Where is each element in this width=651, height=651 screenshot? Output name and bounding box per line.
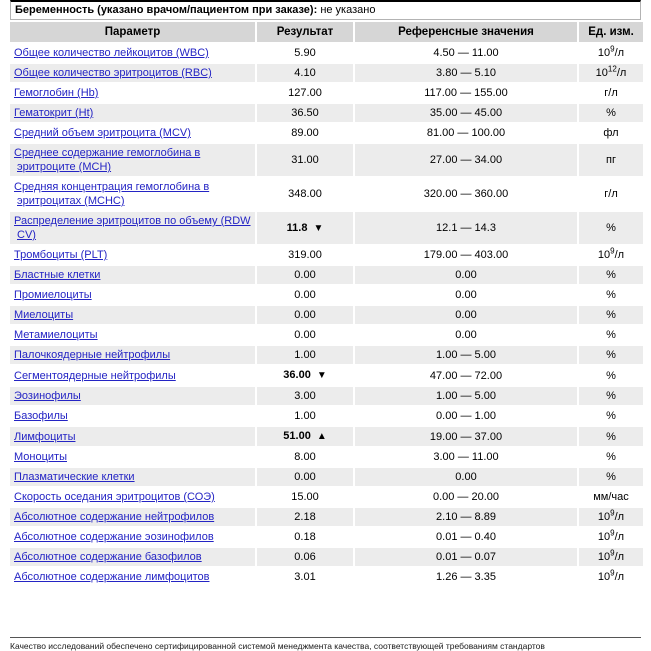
parameter-link[interactable]: Бластные клетки [14,269,101,281]
parameter-link[interactable]: Метамиелоциты [14,329,98,341]
table-row [10,326,643,344]
unit-cell: $10^9/л$ [579,508,643,526]
reference-range: 1.00 — 5.00 [355,346,577,364]
result-value: 11.8 [286,221,308,234]
result-cell [257,548,353,566]
below-range-icon: ▼ [316,370,327,381]
results-table-body [10,44,643,586]
unit-exponent: 9 [610,528,615,538]
result-cell [257,346,353,364]
unit-exponent: 9 [610,508,615,518]
parameter-cell [10,366,255,385]
unit-exponent: 9 [610,246,615,256]
result-cell [257,508,353,526]
result-value: 0.06 [294,551,316,563]
table-row [10,306,643,324]
result-value: 36.50 [291,107,319,119]
reference-range: 0.00 [355,326,577,344]
reference-range: 4.50 — 11.00 [355,44,577,62]
parameter-link[interactable]: Промиелоциты [14,289,92,301]
unit-cell: % [579,366,643,385]
col-header-units: Ед. изм. [579,22,643,42]
parameter-cell [10,448,255,466]
above-range-icon: ▲ [316,431,327,442]
result-value: 0.00 [294,471,316,483]
parameter-cell [10,528,255,546]
result-cell [257,124,353,142]
table-row [10,246,643,264]
result-value: 0.00 [294,329,316,341]
result-cell [257,528,353,546]
table-row [10,124,643,142]
parameter-link[interactable]: Общее количество эритроцитов (RBC) [14,67,212,79]
reference-range: 3.80 — 5.10 [355,64,577,82]
result-cell [257,366,353,385]
unit-exponent: 9 [610,548,615,558]
unit-exponent: 9 [610,44,615,54]
parameter-cell [10,306,255,324]
table-row [10,468,643,486]
reference-range: 81.00 — 100.00 [355,124,577,142]
result-cell [257,427,353,446]
result-cell [257,468,353,486]
unit-cell: $10^9/л$ [579,568,643,586]
result-cell [257,104,353,122]
table-row [10,346,643,364]
pregnancy-info [10,0,641,20]
parameter-cell [10,488,255,506]
parameter-link[interactable]: Распределение эритроцитов по объему (RDW CV) [14,215,251,241]
parameter-link[interactable]: Плазматические клетки [14,471,135,483]
parameter-cell [10,427,255,446]
result-value: 3.01 [294,571,316,583]
parameter-link[interactable]: Тромбоциты (PLT) [14,249,108,261]
table-row [10,448,643,466]
table-row [10,144,643,176]
parameter-link[interactable]: Общее количество лейкоцитов (WBC) [14,47,209,59]
pregnancy-label: Беременность (указано врачом/пациентом при заказе): [15,4,318,16]
result-value: 3.00 [294,390,316,402]
unit-cell: % [579,104,643,122]
result-cell [257,212,353,244]
result-value: 348.00 [288,188,322,200]
parameter-link[interactable]: Палочкоядерные нейтрофилы [14,349,171,361]
table-row [10,212,643,244]
parameter-cell [10,468,255,486]
unit-exponent: 12 [607,64,617,74]
parameter-cell [10,326,255,344]
parameter-cell [10,178,255,210]
table-row [10,387,643,405]
result-cell [257,246,353,264]
parameter-cell [10,508,255,526]
result-cell [257,64,353,82]
parameter-link[interactable]: Среднее содержание гемоглобина в эритроците (MCH) [14,147,201,173]
unit-cell: г/л [579,84,643,102]
table-row [10,178,643,210]
reference-range: 27.00 — 34.00 [355,144,577,176]
parameter-cell [10,212,255,244]
reference-range: 35.00 — 45.00 [355,104,577,122]
parameter-cell [10,124,255,142]
table-row [10,568,643,586]
result-value: 4.10 [294,67,316,79]
result-value: 15.00 [291,491,319,503]
parameter-link[interactable]: Базофилы [14,410,68,422]
unit-cell: $10^9/л$ [579,246,643,264]
parameter-link[interactable]: Гемоглобин (Hb) [14,87,99,99]
unit-cell: фл [579,124,643,142]
table-row [10,286,643,304]
parameter-link[interactable]: Миелоциты [14,309,74,321]
result-cell [257,568,353,586]
parameter-link[interactable]: Скорость оседания эритроцитов (СОЭ) [14,491,215,503]
unit-cell: % [579,212,643,244]
result-value: 5.90 [294,47,316,59]
reference-range: 3.00 — 11.00 [355,448,577,466]
parameter-link[interactable]: Абсолютное содержание базофилов [14,551,202,563]
result-value: 31.00 [291,154,319,166]
unit-cell: пг [579,144,643,176]
table-row [10,84,643,102]
parameter-link[interactable]: Сегментоядерные нейтрофилы [14,369,176,382]
reference-range: 0.01 — 0.40 [355,528,577,546]
unit-exponent: 9 [610,568,615,578]
col-header-result: Результат [257,22,353,42]
unit-cell: г/л [579,178,643,210]
result-cell [257,448,353,466]
parameter-link[interactable]: Абсолютное содержание лимфоцитов [14,571,210,583]
reference-range: 179.00 — 403.00 [355,246,577,264]
table-header-row [10,22,643,42]
unit-cell: % [579,407,643,425]
parameter-cell [10,286,255,304]
parameter-cell [10,407,255,425]
parameter-cell [10,104,255,122]
result-cell [257,44,353,62]
result-cell [257,266,353,284]
table-row [10,427,643,446]
reference-range: 320.00 — 360.00 [355,178,577,210]
parameter-cell [10,64,255,82]
result-cell [257,144,353,176]
unit-cell: % [579,306,643,324]
below-range-icon: ▼ [313,222,324,234]
reference-range: 2.10 — 8.89 [355,508,577,526]
reference-range: 0.00 — 20.00 [355,488,577,506]
unit-cell: $10^9/л$ [579,548,643,566]
parameter-cell [10,548,255,566]
unit-cell: $10^9/л$ [579,44,643,62]
result-cell [257,286,353,304]
table-row [10,407,643,425]
parameter-cell [10,387,255,405]
parameter-cell [10,266,255,284]
results-table [8,20,645,588]
unit-cell: % [579,387,643,405]
result-value: 51.00 [283,430,311,442]
parameter-link[interactable]: Лимфоциты [14,430,76,443]
reference-range: 0.00 [355,266,577,284]
table-row [10,488,643,506]
table-row [10,44,643,62]
parameter-link[interactable]: Моноциты [14,451,67,463]
unit-cell: $10^9/л$ [579,528,643,546]
reference-range: 1.26 — 3.35 [355,568,577,586]
result-value: 0.00 [294,309,316,321]
unit-cell: % [579,326,643,344]
result-cell [257,306,353,324]
table-row [10,64,643,82]
result-value: 319.00 [288,249,322,261]
result-cell [257,326,353,344]
table-row [10,104,643,122]
parameter-link[interactable]: Абсолютное содержание эозинофилов [14,531,214,543]
parameter-link[interactable]: Гематокрит (Ht) [14,107,94,119]
result-value: 127.00 [288,87,322,99]
reference-range: 12.1 — 14.3 [355,212,577,244]
parameter-link[interactable]: Средняя концентрация гемоглобина в эритроцитах (MCHC) [14,181,210,207]
reference-range: 0.00 — 1.00 [355,407,577,425]
table-row [10,366,643,385]
unit-cell: $10^{12}/л$ [579,64,643,82]
result-value: 0.00 [294,289,316,301]
reference-range: 0.01 — 0.07 [355,548,577,566]
parameter-cell [10,144,255,176]
result-value: 36.00 [283,369,311,381]
col-header-reference: Референсные значения [355,22,577,42]
reference-range: 47.00 — 72.00 [355,366,577,385]
reference-range: 0.00 [355,306,577,324]
reference-range: 1.00 — 5.00 [355,387,577,405]
result-value: 0.00 [294,269,316,281]
unit-cell: % [579,346,643,364]
unit-cell: % [579,448,643,466]
parameter-cell [10,246,255,264]
reference-range: 0.00 [355,286,577,304]
table-row [10,508,643,526]
unit-cell: % [579,286,643,304]
table-row [10,266,643,284]
table-row [10,548,643,566]
parameter-link[interactable]: Эозинофилы [14,390,81,402]
reference-range: 19.00 — 37.00 [355,427,577,446]
result-cell [257,407,353,425]
result-cell [257,84,353,102]
parameter-cell [10,84,255,102]
result-cell [257,387,353,405]
unit-cell: % [579,427,643,446]
result-value: 8.00 [294,451,316,463]
unit-cell: % [579,468,643,486]
parameter-cell [10,44,255,62]
result-value: 0.18 [294,531,316,543]
reference-range: 117.00 — 155.00 [355,84,577,102]
parameter-link[interactable]: Средний объем эритроцита (MCV) [14,127,191,139]
pregnancy-value: не указано [320,4,376,16]
result-value: 89.00 [291,127,319,139]
result-cell [257,488,353,506]
unit-cell: % [579,266,643,284]
result-cell [257,178,353,210]
table-row [10,528,643,546]
parameter-cell [10,346,255,364]
footer-note: Качество исследований обеспечено сертифицированной системой менеджмента качества, соответствующей требованиям стандартов [10,637,641,651]
result-value: 2.18 [294,511,316,523]
unit-cell: мм/час [579,488,643,506]
parameter-link[interactable]: Абсолютное содержание нейтрофилов [14,511,215,523]
reference-range: 0.00 [355,468,577,486]
col-header-parameter: Параметр [10,22,255,42]
result-value: 1.00 [294,410,316,422]
result-value: 1.00 [294,349,316,361]
parameter-cell [10,568,255,586]
